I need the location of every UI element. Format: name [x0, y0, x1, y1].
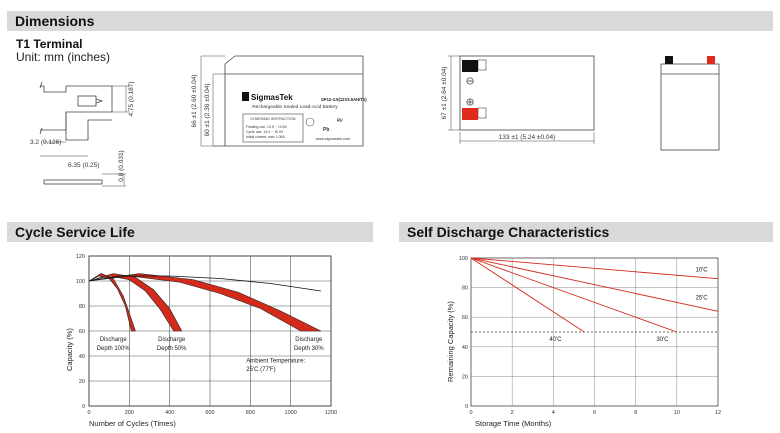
x-axis-label: Storage Time (Months) [475, 419, 552, 428]
label-depth30-b: Depth 30% [293, 345, 324, 352]
label-depth30-a: Discharge [295, 337, 323, 343]
y-tick-label: 0 [81, 404, 85, 410]
label-depth50-b: Depth 50% [156, 345, 187, 352]
terminal-drawing [20, 70, 160, 200]
battery-front-view [185, 50, 365, 160]
charging-box-line2: Cycle use: 14.4 ~ 15.0V [246, 130, 284, 134]
positive-terminal [462, 108, 478, 120]
svg-text:Pb: Pb [323, 127, 330, 133]
x-tick-label: 4 [551, 410, 555, 416]
y-tick-label: 120 [75, 254, 85, 260]
terminal-thickness-dim: 0.8 (0.031) [118, 150, 125, 182]
charging-box-line1: Floating use: 13.5 ~ 13.8V [246, 125, 287, 129]
x-tick-label: 0 [87, 410, 91, 416]
x-tick-label: 400 [165, 410, 175, 416]
top-length-dim: 133 ±1 (5.24 ±0.04) [498, 134, 556, 141]
x-tick-label: 0 [469, 410, 473, 416]
y-tick-label: 100 [75, 279, 85, 285]
battery-subtitle: Rechargeable Sealed Lead-Acid Battery [252, 105, 338, 110]
terminal-offset-dim: 3.2 (0.126) [30, 139, 62, 146]
charging-box-title: CHARGING INSTRUCTION [250, 117, 296, 121]
svg-text:ᴿᵁ: ᴿᵁ [337, 119, 343, 125]
terminal-unit: Unit: mm (inches) [16, 50, 111, 64]
x-tick-label: 10 [673, 410, 680, 416]
terminal-height-dim: 4.75 (0.187) [128, 81, 135, 117]
section-header-dimensions: Dimensions [7, 11, 773, 31]
y-axis-label: Capacity (%) [65, 328, 74, 371]
series-label-10c: 10'C [695, 267, 708, 274]
ul-icon [337, 118, 343, 125]
brand-logo-mark [242, 92, 249, 101]
front-total-height-dim: 66 ±1 (2.60 ±0.04) [191, 74, 198, 128]
battery-model: SP12-3.5(12V3.5AH/T1) [321, 97, 367, 102]
battery-website: www.sigmastek.com [315, 137, 351, 141]
pb-icon [323, 127, 329, 133]
x-tick-label: 2 [510, 410, 514, 416]
negative-symbol-icon [467, 78, 473, 84]
x-tick-label: 8 [634, 410, 638, 416]
battery-top-view [440, 52, 600, 152]
y-tick-label: 80 [461, 285, 468, 292]
negative-terminal [462, 60, 478, 72]
series-label-30c: 30'C [656, 336, 669, 343]
terminal-width-dim: 6.35 (0.25) [68, 162, 100, 169]
y-tick-label: 100 [458, 256, 468, 262]
battery-side-view [655, 52, 725, 152]
side-terminal-right [707, 56, 715, 64]
x-tick-label: 6 [592, 410, 597, 416]
x-tick-label: 200 [124, 410, 134, 416]
front-case-height-dim: 60 ±1 (2.36 ±0.04) [204, 83, 211, 137]
positive-symbol-icon [467, 99, 473, 105]
y-tick-label: 40 [78, 354, 85, 360]
x-tick-label: 600 [205, 410, 215, 416]
label-depth100-a: Discharge [99, 337, 127, 343]
y-tick-label: 20 [78, 379, 85, 385]
recycle-icon [306, 118, 314, 126]
x-tick-label: 800 [245, 410, 255, 416]
x-tick-label: 1000 [284, 410, 297, 416]
section-header-cycle: Cycle Service Life [7, 222, 373, 242]
series-label-40c: 40'C [549, 336, 562, 343]
y-tick-label: 40 [461, 344, 468, 351]
x-tick-label: 12 [714, 410, 722, 416]
self-discharge-chart [440, 238, 770, 433]
charging-box-line3: Initial current: max 1.05A [246, 135, 285, 139]
x-tick-label: 1200 [324, 410, 338, 416]
series-label-25c: 25'C [695, 295, 708, 302]
label-depth50-a: Discharge [158, 337, 186, 343]
label-ambient-b: 25'C (77'F) [246, 367, 276, 373]
y-tick-label: 60 [461, 315, 468, 322]
x-axis-label: Number of Cycles (Times) [89, 419, 176, 428]
label-ambient-a: Ambient Temperature: [246, 358, 306, 365]
y-tick-label: 0 [464, 404, 468, 410]
terminal-title: T1 Terminal [16, 37, 83, 51]
y-axis-label: Remaining Capacity (%) [446, 301, 455, 382]
cycle-service-life-chart [62, 238, 362, 433]
y-tick-label: 80 [78, 304, 85, 310]
label-depth100-b: Depth 100% [96, 345, 130, 352]
top-width-dim: 67 ±1 (2.64 ±0.04) [441, 66, 448, 120]
y-tick-label: 60 [78, 329, 85, 335]
battery-brand: SigmasTek [251, 93, 293, 102]
side-terminal-left [665, 56, 673, 64]
y-tick-label: 20 [461, 374, 468, 381]
section-header-self-discharge: Self Discharge Characteristics [399, 222, 773, 242]
